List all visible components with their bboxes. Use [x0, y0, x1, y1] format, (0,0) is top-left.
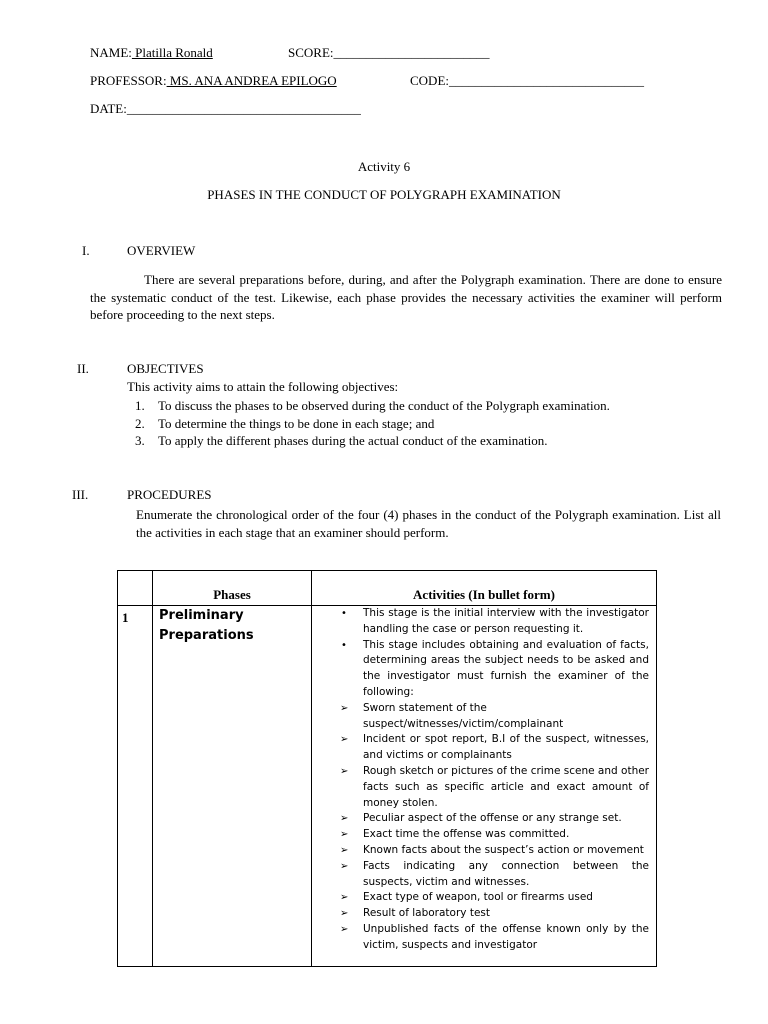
code-tail: _____ [611, 73, 644, 88]
table-row [118, 606, 657, 967]
objectives-intro: This activity aims to attain the following objectives: [127, 379, 399, 394]
arrow-bullet-icon: ➢ [340, 908, 349, 920]
code-blank: _________________________ [449, 73, 612, 88]
list-item: 2. To determine the things to be done in each stage; and [135, 415, 435, 431]
code-label: CODE: [410, 73, 449, 88]
arrow-bullet-icon: ➢ [340, 844, 349, 856]
list-item: 1. To discuss the phases to be observed during the conduct of the Polygraph examination. [135, 398, 610, 413]
arrow-bullet-icon: ➢ [340, 813, 349, 825]
arrow-bullet-icon: ➢ [340, 702, 349, 714]
activity-item: ➢ Facts indicating any connection between the suspects, victim and witnesses. [340, 859, 649, 888]
row-number: 1 [118, 606, 153, 967]
procedures-numeral: III. [72, 487, 89, 502]
activity-item: ➢ Exact time the offense was committed. [312, 827, 649, 843]
arrow-bullet-icon: ➢ [340, 860, 349, 872]
phase-name: Preliminary Preparations [153, 606, 312, 967]
objectives-list [127, 397, 610, 450]
arrow-bullet-icon: ➢ [340, 829, 349, 841]
score-label: SCORE: [288, 45, 334, 60]
activity-item: ➢ Sworn statement of the suspect/witnesses/victim/complainant [340, 701, 564, 730]
arrow-bullet-icon: ➢ [340, 765, 349, 777]
activity-item: ➢ Incident or spot report, B.I of the suspect, witnesses, and victims or complainants [340, 733, 649, 762]
objectives-numeral: II. [77, 361, 89, 376]
activity-item: ➢ Peculiar aspect of the offense or any strange set. [312, 811, 649, 827]
score-blank: ________________________ [333, 45, 490, 60]
activity-item: ➢ Known facts about the suspect’s action or movement [312, 843, 649, 859]
table-header-row [118, 571, 657, 606]
activity-item: ➢ Result of laboratory test [312, 906, 649, 922]
column-header-activities: Activities (In bullet form) [312, 571, 657, 606]
name-value: Platilla Ronald [131, 45, 213, 60]
professor-line [90, 73, 337, 89]
arrow-bullet-icon: ➢ [340, 734, 349, 746]
activity-item: • This stage includes obtaining and evaluation of facts, determining areas the subject needs to be asked and the investigator must furnish the examiner of the following: [341, 638, 649, 698]
phases-table [117, 570, 657, 967]
name-label: NAME: [90, 45, 132, 60]
activity-item: • This stage is the initial interview with the investigator handling the case or person requesting it. [341, 607, 649, 635]
column-header-number [118, 571, 153, 606]
date-label: DATE: [90, 101, 127, 116]
list-item: 3. To apply the different phases during the actual conduct of the examination. [135, 433, 548, 448]
column-header-phases: Phases [153, 571, 312, 606]
overview-text: There are several preparations before, during, and after the Polygraph examination. There are done to ensure the systematic conduct of the test. Likewise, each phase provides the necessary activities the examiner will perform before proceeding to the next steps. [90, 272, 722, 322]
professor-label: PROFESSOR: [90, 73, 167, 88]
objectives-heading: OBJECTIVES [127, 361, 204, 376]
activity-subtitle: PHASES IN THE CONDUCT OF POLYGRAPH EXAMINATION [207, 187, 561, 202]
code-line [410, 73, 644, 89]
bullet-icon: • [341, 639, 347, 651]
activity-item: ➢ Rough sketch or pictures of the crime scene and other facts such as specific article and exact amount of money stolen. [340, 764, 649, 809]
procedures-text: Enumerate the chronological order of the four (4) phases in the conduct of the Polygraph examination. List all the activities in each stage that an examiner should perform. [136, 507, 721, 540]
overview-heading: OVERVIEW [127, 243, 196, 258]
professor-value: MS. ANA ANDREA EPILOGO [166, 73, 337, 88]
arrow-bullet-icon: ➢ [340, 923, 349, 935]
date-blank: ____________________________________ [126, 101, 361, 116]
activity-item: ➢ Unpublished facts of the offense known only by the victim, suspects and investigator [340, 922, 649, 951]
activity-item: ➢ Exact type of weapon, tool or firearms used [312, 890, 649, 906]
procedures-heading: PROCEDURES [127, 487, 212, 502]
activity-title: Activity 6 [357, 159, 411, 174]
date-line [90, 101, 361, 117]
bullet-icon: • [341, 608, 347, 619]
score-line [288, 45, 490, 61]
overview-numeral: I. [82, 243, 90, 258]
activities-cell [312, 606, 657, 967]
arrow-bullet-icon: ➢ [340, 892, 349, 904]
name-line [90, 45, 213, 61]
